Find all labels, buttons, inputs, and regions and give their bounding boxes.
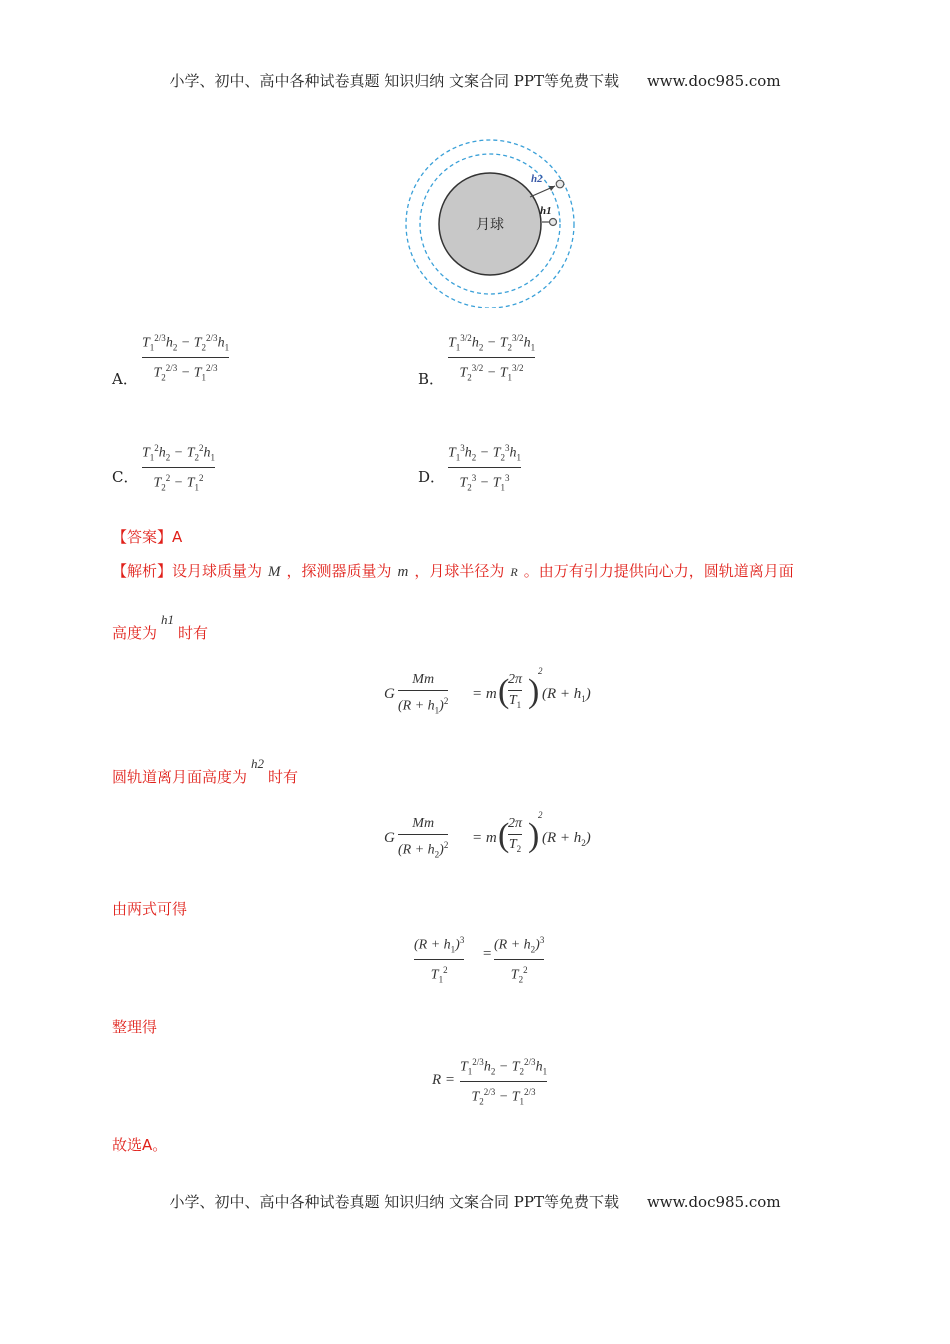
moon-orbit-figure <box>398 136 578 308</box>
option-c-formula: $T_1^2h_2 - T_2^2h_1$ $T_2^2 - T_1^2$ <box>142 443 216 493</box>
var-h2: h2 <box>251 756 265 771</box>
footer-site: www.doc985.com <box>646 1193 781 1211</box>
option-d <box>418 440 618 493</box>
answer-value: A <box>172 528 183 546</box>
probe-outer <box>556 180 564 188</box>
header-text: 小学、初中、高中各种试卷真题 知识归纳 文案合同 PPT等免费下载 <box>169 72 619 90</box>
option-b <box>418 330 618 400</box>
analysis-line-1 <box>112 560 794 581</box>
analysis-line-5: 整理得 <box>112 1018 158 1036</box>
var-R: R <box>510 565 518 579</box>
analysis-text-1b: ，探测器质量为 <box>286 562 392 580</box>
page-footer <box>0 1191 950 1212</box>
equation-2: G Mm $(R + h_2)^2$ = m ( 2π $T_2$ ) 2 $(R + h_2)$ <box>384 810 591 860</box>
analysis-line-2 <box>112 612 209 643</box>
var-m: m <box>397 564 409 580</box>
option-c-label: C． <box>112 468 139 486</box>
probe-inner <box>550 219 557 226</box>
footer-text: 小学、初中、高中各种试卷真题 知识归纳 文案合同 PPT等免费下载 <box>169 1193 619 1211</box>
analysis-text-2a: 高度为 <box>112 624 158 642</box>
equation-1: G Mm $(R + h_1)^2$ = m ( 2π $T_1$ ) 2 $(R + h_1)$ <box>384 666 591 716</box>
page-header <box>0 70 950 91</box>
h1-label: h1 <box>540 205 552 217</box>
option-d-formula: $T_1^3h_2 - T_2^3h_1$ $T_2^3 - T_1^3$ <box>448 443 522 493</box>
analysis-line-6: 故选A。 <box>112 1136 168 1154</box>
option-d-label: D． <box>418 468 446 486</box>
analysis-text-1c: ，月球半径为 <box>414 562 505 580</box>
option-a-label: A． <box>112 370 138 388</box>
header-site: www.doc985.com <box>646 72 781 90</box>
analysis-line-4: 由两式可得 <box>112 900 188 918</box>
analysis-prefix: 【解析】 <box>112 562 173 580</box>
option-c <box>112 440 312 493</box>
answer-line <box>112 526 182 547</box>
h2-label: h2 <box>531 173 543 185</box>
analysis-text-2b: 时有 <box>178 624 209 642</box>
option-a <box>112 330 312 400</box>
option-b-formula: $T_1^{3/2}h_2 - T_2^{3/2}h_1$ $T_2^{3/2} - T_1^{3/2}$ <box>448 333 536 383</box>
answer-prefix: 【答案】 <box>112 528 173 546</box>
equation-4: R = $T_1^{2/3}h_2 - T_2^{2/3}h_1$ $T_2^{2/3} - T_1^{2/3}$ <box>432 1057 548 1107</box>
equation-3: $(R + h_1)^3$ $T_1^2$ = $(R + h_2)^3$ $T_2^2$ <box>414 935 545 985</box>
option-a-formula: $T_1^{2/3}h_2 - T_2^{2/3}h_1$ $T_2^{2/3} - T_1^{2/3}$ <box>142 333 230 383</box>
option-b-label: B． <box>418 370 445 388</box>
analysis-text-3a: 圆轨道离月面高度为 <box>112 768 248 786</box>
var-M: M <box>268 564 281 580</box>
var-h1: h1 <box>161 612 175 627</box>
analysis-line-3 <box>112 756 299 787</box>
analysis-text-3b: 时有 <box>268 768 299 786</box>
moon-label: 月球 <box>476 217 504 233</box>
analysis-text-1a: 设月球质量为 <box>172 562 263 580</box>
analysis-text-1d: 。由万有引力提供向心力，圆轨道离月面 <box>523 562 794 580</box>
